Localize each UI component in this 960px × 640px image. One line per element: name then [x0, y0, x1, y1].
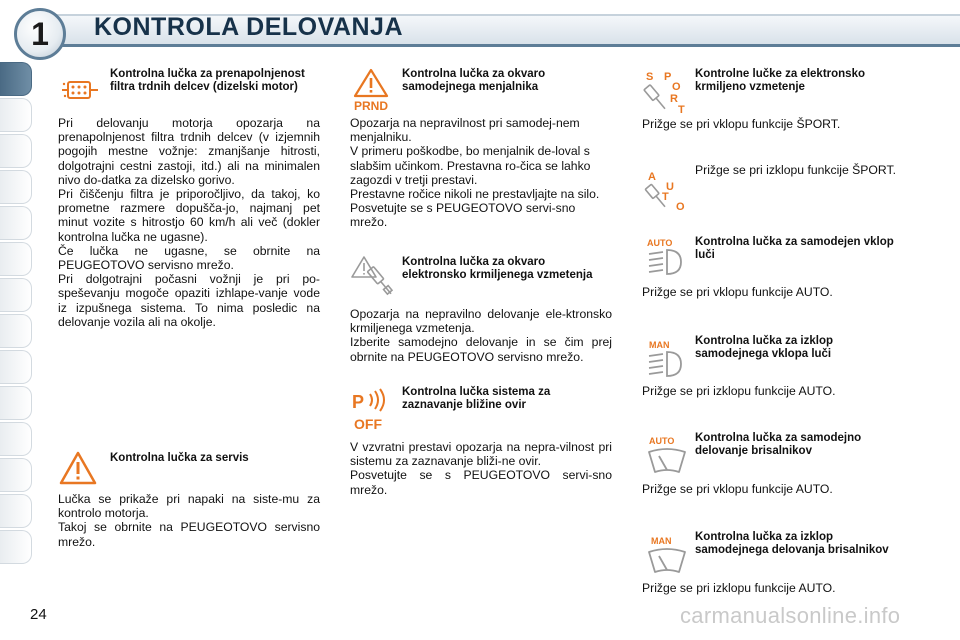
sport-letter: P — [664, 71, 672, 83]
service-paragraph: Lučka se prikaže pri napaki na siste-mu za kontrolo motorja. — [58, 492, 320, 521]
chapter-tab-6[interactable] — [0, 242, 32, 276]
dpf-body — [58, 116, 320, 329]
sport-title: Kontrolne lučke za elektronsko krmiljeno vzmetenje — [695, 68, 865, 93]
auto-lights-title: Kontrolna lučka za samodejen vklop luči — [695, 236, 894, 261]
auto-headlamps-icon — [645, 236, 691, 278]
automatic-gearbox-warning-icon — [347, 68, 395, 112]
man-lights-title: Kontrolna lučka za izklop samodejnega vklopa luči — [695, 335, 834, 360]
page-number: 24 — [30, 606, 47, 623]
warning-triangle-icon — [58, 450, 98, 486]
gearbox-paragraph: V primeru poškodbe, bo menjalnik de-loval s slabšim učinkom. Prestavna ro-čica se lahko zagozdi v tretji prestavi. — [350, 144, 591, 187]
parking-p-label: P — [351, 392, 365, 412]
man-wipers-label: MAN — [651, 536, 672, 546]
parking-body — [350, 440, 612, 497]
chapter-tab-11[interactable] — [0, 422, 32, 456]
parking-paragraph: Posvetujte se s PEUGEOTOVO servi-sno mrežo. — [350, 468, 612, 497]
chapter-tab-13[interactable] — [0, 494, 32, 528]
chapter-tab-12[interactable] — [0, 458, 32, 492]
auto-wipers-label: AUTO — [649, 436, 675, 446]
auto-letter: U — [666, 181, 674, 193]
manual-wipers-icon — [645, 534, 691, 576]
chapter-tab-9[interactable] — [0, 350, 32, 384]
man-wipers-text: Prižge se pri izklopu funkcije AUTO. — [642, 581, 836, 595]
man-lights-text: Prižge se pri izklopu funkcije AUTO. — [642, 384, 836, 398]
auto-wipers-text: Prižge se pri vklopu funkcije AUTO. — [642, 482, 833, 496]
suspension-fault-icon — [350, 255, 396, 303]
gearbox-paragraph: Posvetujte se s PEUGEOTOVO servi-sno mrežo. — [350, 201, 576, 230]
sport-letter: S — [646, 71, 654, 83]
dpf-paragraph: Če lučka ne ugasne, se obrnite na PEUGEOTOVO servisno mrežo. — [58, 243, 320, 273]
sport-suspension-icon — [640, 70, 688, 114]
chapter-tab-3[interactable] — [0, 134, 32, 168]
auto-wipers-icon — [645, 434, 691, 476]
chapter-tab-14[interactable] — [0, 530, 32, 564]
auto-letter: A — [648, 171, 656, 183]
gearbox-title: Kontrolna lučka za okvaro samodejnega menjalnika — [402, 68, 546, 93]
sport-letter: T — [678, 104, 685, 114]
chapter-tab-4[interactable] — [0, 170, 32, 204]
gearbox-paragraph: Opozarja na nepravilnost pri samodej-nem menjalniku. — [350, 116, 580, 145]
chapter-tab-8[interactable] — [0, 314, 32, 348]
gearbox-paragraph: Prestavne ročice nikoli ne prestavljajte na silo. — [350, 187, 600, 202]
suspension-paragraph: Opozarja na nepravilno delovanje ele-ktronsko krmiljenega vzmetenja. — [350, 307, 612, 336]
suspension-title: Kontrolna lučka za okvaro elektronsko krmiljenega vzmetenja — [402, 256, 593, 281]
service-body — [58, 492, 320, 549]
manual-headlamps-icon — [645, 338, 691, 380]
parking-paragraph: V vzvratni prestavi opozarja na nepra-vilnost pri sistemu za zaznavanje bliži-ne ovir. — [350, 440, 612, 469]
page-title: KONTROLA DELOVANJA — [94, 13, 403, 41]
suspension-body — [350, 307, 612, 364]
sport-text: Prižge se pri vklopu funkcije ŠPORT. — [642, 117, 841, 131]
suspension-paragraph: Izberite samodejno delovanje in se čim prej obrnite na PEUGEOTOVO servisno mrežo. — [350, 335, 612, 364]
sport-letter: O — [672, 81, 681, 93]
watermark: carmanualsonline.info — [680, 603, 901, 628]
dpf-paragraph: Pri delovanju motorja opozarja na prenapolnjenost filtra trdnih delcev (v izjemnih pogojih mestne vožnje: zmanjšanje hitrosti, dolgotrajni cestni zastoji, itd.) ali na minimalen nivo do-datka za dizelsko gorivo. — [58, 116, 320, 187]
man-lights-label: MAN — [649, 340, 670, 350]
man-wipers-title: Kontrolna lučka za izklop samodejnega delovanja brisalnikov — [695, 531, 889, 556]
chapter-tab-5[interactable] — [0, 206, 32, 240]
dpf-paragraph: Pri dolgotrajni počasni vožnji je pri po-speševanju mogoče opaziti izhlape-vanje vode iz izpušnega sistema. To nima posledic na delovanje vozila ali na okolje. — [58, 272, 320, 329]
chapter-tab-10[interactable] — [0, 386, 32, 420]
gearbox-body — [350, 116, 612, 230]
auto-letter: T — [662, 191, 669, 203]
sport-letter: R — [670, 93, 678, 105]
parking-title: Kontrolna lučka sistema za zaznavanje bližine ovir — [402, 386, 551, 411]
auto-lights-text: Prižge se pri vklopu funkcije AUTO. — [642, 285, 833, 299]
header-rule — [56, 44, 960, 47]
chapter-tabs — [0, 62, 34, 566]
service-title: Kontrolna lučka za servis — [110, 452, 249, 464]
auto-lights-label: AUTO — [647, 238, 673, 248]
header — [0, 0, 960, 50]
parking-off-label: OFF — [354, 416, 382, 432]
auto-susp-text: Prižge se pri izklopu funkcije ŠPORT. — [695, 163, 896, 177]
chapter-tab-1[interactable] — [0, 62, 32, 96]
chapter-badge: 1 — [14, 8, 66, 60]
dpf-paragraph: Pri čiščenju filtra je priporočljivo, da takoj, ko prometne razmere dopušča-jo, najmanj pet minut vozite s hitrostjo 60 km/h ali več (dokler kontrolna lučka ne ugasne). — [58, 187, 320, 244]
auto-suspension-icon — [642, 168, 688, 212]
prnd-label: PRND — [353, 99, 389, 112]
diesel-particle-filter-icon — [60, 72, 100, 108]
dpf-title: Kontrolna lučka za prenapolnjenost filtra trdnih delcev (dizelski motor) — [110, 68, 305, 93]
auto-wipers-title: Kontrolna lučka za samodejno delovanje brisalnikov — [695, 432, 862, 457]
chapter-tab-7[interactable] — [0, 278, 32, 312]
auto-letter: O — [676, 201, 685, 212]
chapter-tab-2[interactable] — [0, 98, 32, 132]
service-paragraph: Takoj se obrnite na PEUGEOTOVO servisno mrežo. — [58, 520, 320, 549]
parking-sensor-off-icon — [348, 388, 394, 432]
